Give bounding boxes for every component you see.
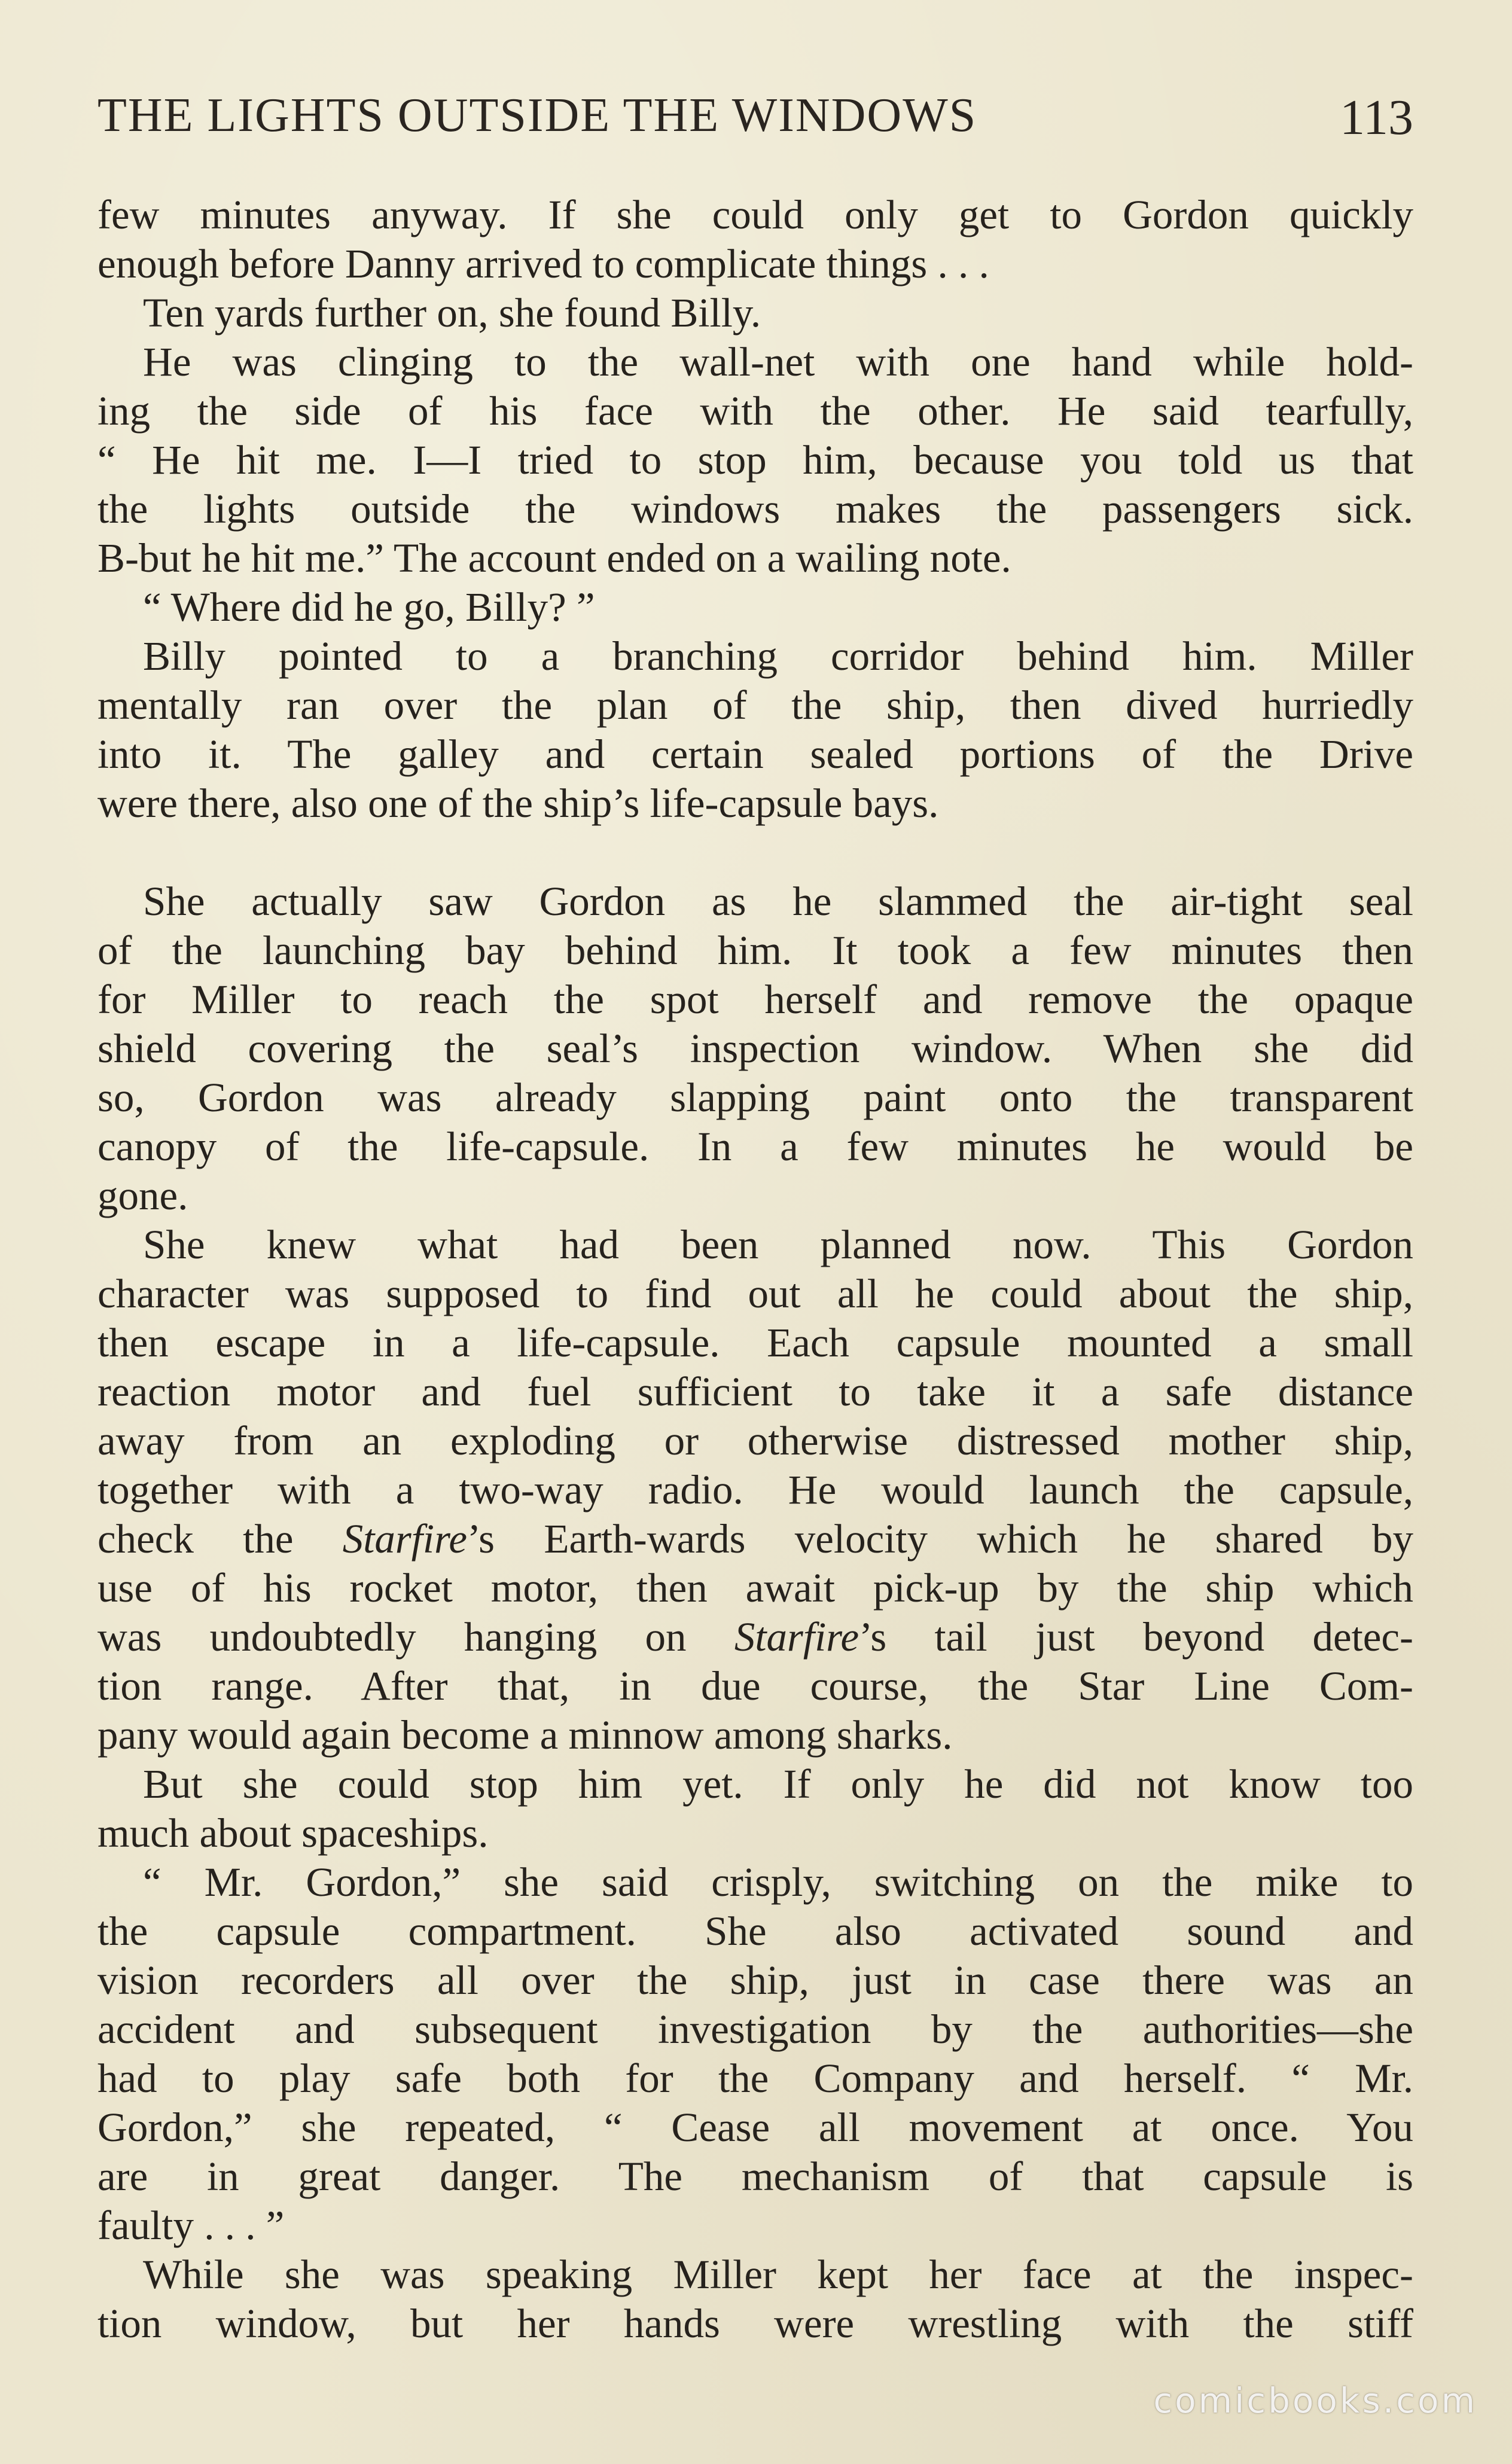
text-line: few minutes anyway. If she could only get to Gordon quickly <box>97 192 1413 237</box>
paragraph <box>97 288 1413 337</box>
text-line: so, Gordon was already slapping paint onto the transparent <box>97 1075 1413 1120</box>
paragraph <box>97 632 1413 828</box>
text-line: together with a two-way radio. He would launch the capsule, <box>97 1467 1413 1512</box>
text-line: pany would again become a minnow among sharks. <box>97 1712 953 1758</box>
text-line: accident and subsequent investigation by the authorities—she <box>97 2006 1413 2052</box>
paragraph <box>97 1220 1413 1759</box>
text-line: canopy of the life-capsule. In a few minutes he would be <box>97 1124 1413 1169</box>
body-text <box>97 190 1413 2348</box>
text-line: reaction motor and fuel sufficient to take it a safe distance <box>97 1369 1413 1414</box>
text-line: had to play safe both for the Company and herself. “ Mr. <box>97 2056 1413 2101</box>
paragraph <box>97 877 1413 1220</box>
site-watermark: comicbooks.com <box>1153 2380 1477 2421</box>
text-line: was undoubtedly hanging on Starfire’s tail just beyond detec- <box>97 1614 1413 1660</box>
page-header <box>97 89 1413 154</box>
text-line: gone. <box>97 1173 188 1218</box>
paragraph <box>97 583 1413 632</box>
text-line: “ He hit me. I—I tried to stop him, because you told us that <box>97 437 1413 483</box>
text-line: Billy pointed to a branching corridor behind him. Miller <box>143 633 1413 679</box>
text-line: away from an exploding or otherwise distressed mother ship, <box>97 1418 1413 1463</box>
text-line: then escape in a life-capsule. Each capsule mounted a small <box>97 1320 1413 1365</box>
text-line: much about spaceships. <box>97 1810 489 1856</box>
paragraph <box>97 1858 1413 2250</box>
paragraph <box>97 190 1413 288</box>
text-line: enough before Danny arrived to complicate things . . . <box>97 241 989 286</box>
text-line: ing the side of his face with the other. He said tearfully, <box>97 388 1413 434</box>
text-line: She knew what had been planned now. This Gordon <box>143 1222 1413 1267</box>
paragraph <box>97 2250 1413 2348</box>
text-line: the lights outside the windows makes the passengers sick. <box>97 486 1413 532</box>
page-number: 113 <box>1340 90 1413 145</box>
text-line: B-but he hit me.” The account ended on a wailing note. <box>97 535 1011 581</box>
text-line: the capsule compartment. She also activated sound and <box>97 1908 1413 1954</box>
text-line: faulty . . . ” <box>97 2203 285 2248</box>
text-line: Gordon,” she repeated, “ Cease all movement at once. You <box>97 2105 1413 2150</box>
text-line: She actually saw Gordon as he slammed the air-tight seal <box>143 879 1413 924</box>
text-line: check the Starfire’s Earth-wards velocity which he shared by <box>97 1516 1413 1562</box>
running-head: THE LIGHTS OUTSIDE THE WINDOWS <box>97 89 977 142</box>
text-line: But she could stop him yet. If only he did not know too <box>143 1761 1413 1807</box>
text-line: “ Where did he go, Billy? ” <box>143 584 595 630</box>
text-line: are in great danger. The mechanism of that capsule is <box>97 2154 1413 2199</box>
text-line: mentally ran over the plan of the ship, then dived hurriedly <box>97 682 1413 728</box>
text-line: use of his rocket motor, then await pick-up by the ship which <box>97 1565 1413 1611</box>
text-line: were there, also one of the ship’s life-capsule bays. <box>97 780 939 826</box>
paragraph <box>97 1759 1413 1858</box>
text-line: While she was speaking Miller kept her face at the inspec- <box>143 2252 1413 2297</box>
text-line: tion range. After that, in due course, the Star Line Com- <box>97 1663 1413 1709</box>
text-line: of the launching bay behind him. It took a few minutes then <box>97 928 1413 973</box>
text-line: vision recorders all over the ship, just in case there was an <box>97 1957 1413 2003</box>
text-line: tion window, but her hands were wrestling with the stiff <box>97 2301 1413 2346</box>
text-line: shield covering the seal’s inspection window. When she did <box>97 1026 1413 1071</box>
text-line: “ Mr. Gordon,” she said crisply, switching on the mike to <box>143 1859 1413 1905</box>
text-line: character was supposed to find out all he could about the ship, <box>97 1271 1413 1316</box>
section-break <box>97 828 1413 877</box>
text-line: Ten yards further on, she found Billy. <box>143 290 761 336</box>
text-line: into it. The galley and certain sealed portions of the Drive <box>97 731 1413 777</box>
paragraph <box>97 337 1413 583</box>
text-line: He was clinging to the wall-net with one hand while hold- <box>143 339 1413 385</box>
text-line: for Miller to reach the spot herself and remove the opaque <box>97 977 1413 1022</box>
